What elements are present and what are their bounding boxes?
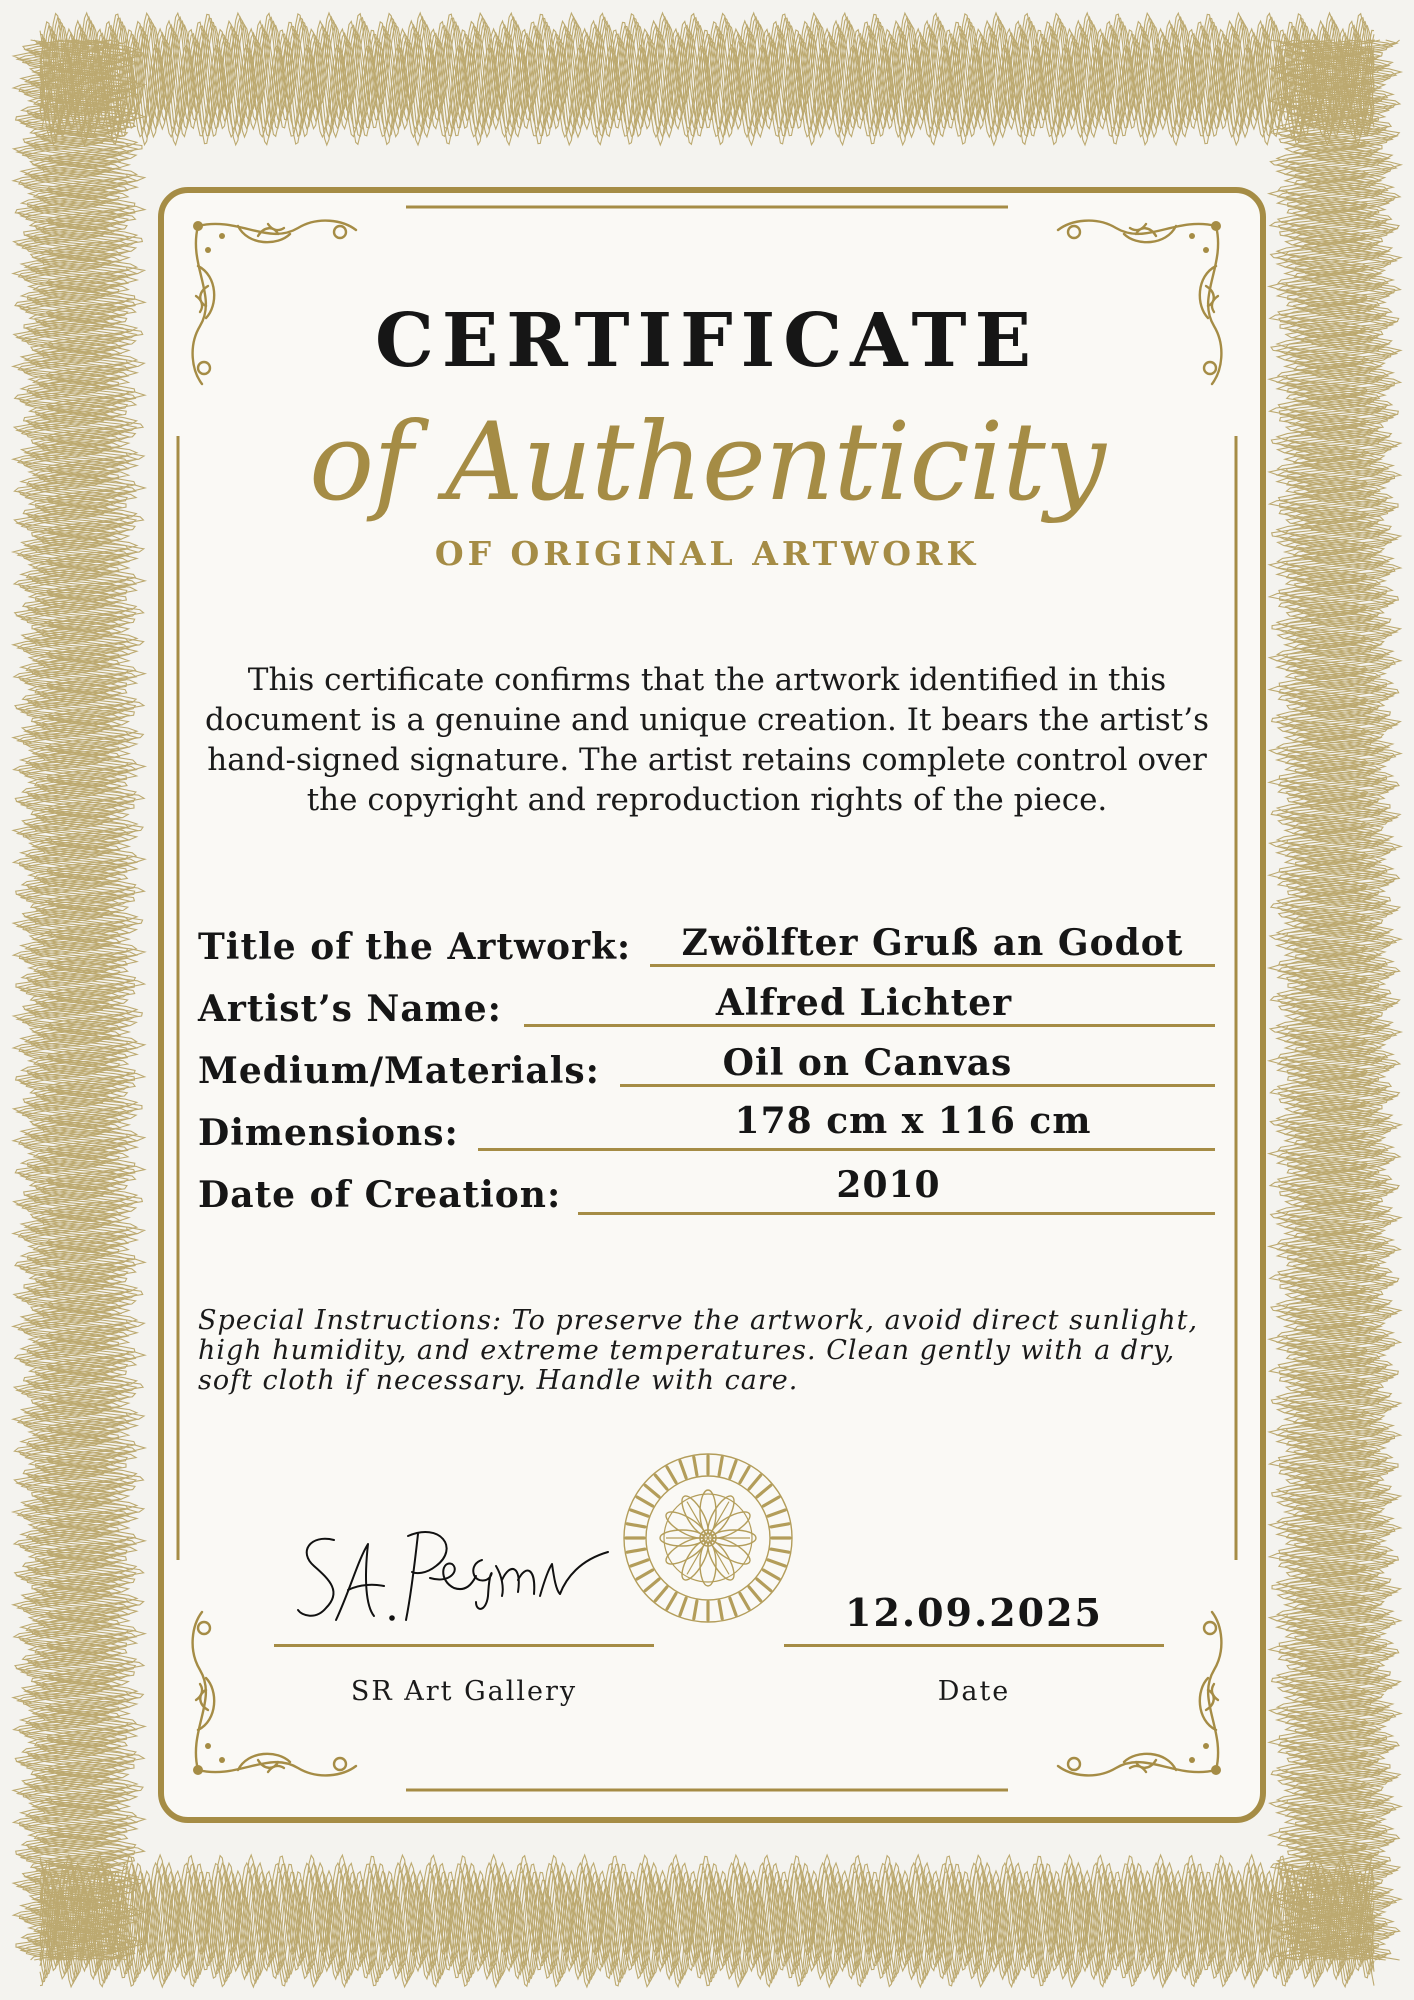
field-line-dimensions: [478, 1148, 1215, 1151]
issue-date-value: 12.09.2025: [845, 1590, 1103, 1635]
signature-line: [274, 1644, 654, 1647]
certificate-script-title: of Authenticity: [309, 400, 1105, 525]
field-value-date-of-creation: 2010: [836, 1164, 941, 1206]
field-line-artist: [524, 1024, 1215, 1027]
certificate-subtitle: OF ORIGINAL ARTWORK: [434, 534, 980, 573]
date-caption: Date: [937, 1676, 1011, 1707]
field-label-date-of-creation: Date of Creation:: [198, 1174, 562, 1216]
certificate-title: CERTIFICATE: [374, 298, 1040, 384]
field-line-title: [650, 964, 1215, 967]
field-line-date-of-creation: [578, 1212, 1215, 1215]
field-value-artist: Alfred Lichter: [715, 982, 1013, 1024]
special-instructions: Special Instructions: To preserve the artwork, avoid direct sunlight, high humidity, and extreme temperatures. Clean gently with a dry, soft cloth if necessary. Handle with care.: [198, 1305, 1199, 1396]
certificate-intro: This certificate confirms that the artwork identified in this document is a genuine and unique creation. It bears the artist’s hand-signed signature. The artist retains complete control over the copyright and reproduction rights of the piece.: [204, 662, 1210, 818]
handwritten-signature: [290, 1500, 620, 1660]
field-label-artist: Artist’s Name:: [198, 988, 502, 1030]
signature-caption: SR Art Gallery: [350, 1676, 578, 1707]
field-label-medium: Medium/Materials:: [198, 1050, 600, 1092]
field-value-title: Zwölfter Gruß an Godot: [681, 922, 1184, 964]
field-label-title: Title of the Artwork:: [198, 926, 632, 968]
field-label-dimensions: Dimensions:: [198, 1112, 459, 1154]
field-value-medium: Oil on Canvas: [722, 1042, 1013, 1084]
field-value-dimensions: 178 cm x 116 cm: [734, 1100, 1092, 1142]
field-line-medium: [620, 1084, 1215, 1087]
date-line: [784, 1644, 1164, 1647]
rosette-seal-icon: [618, 1448, 798, 1628]
